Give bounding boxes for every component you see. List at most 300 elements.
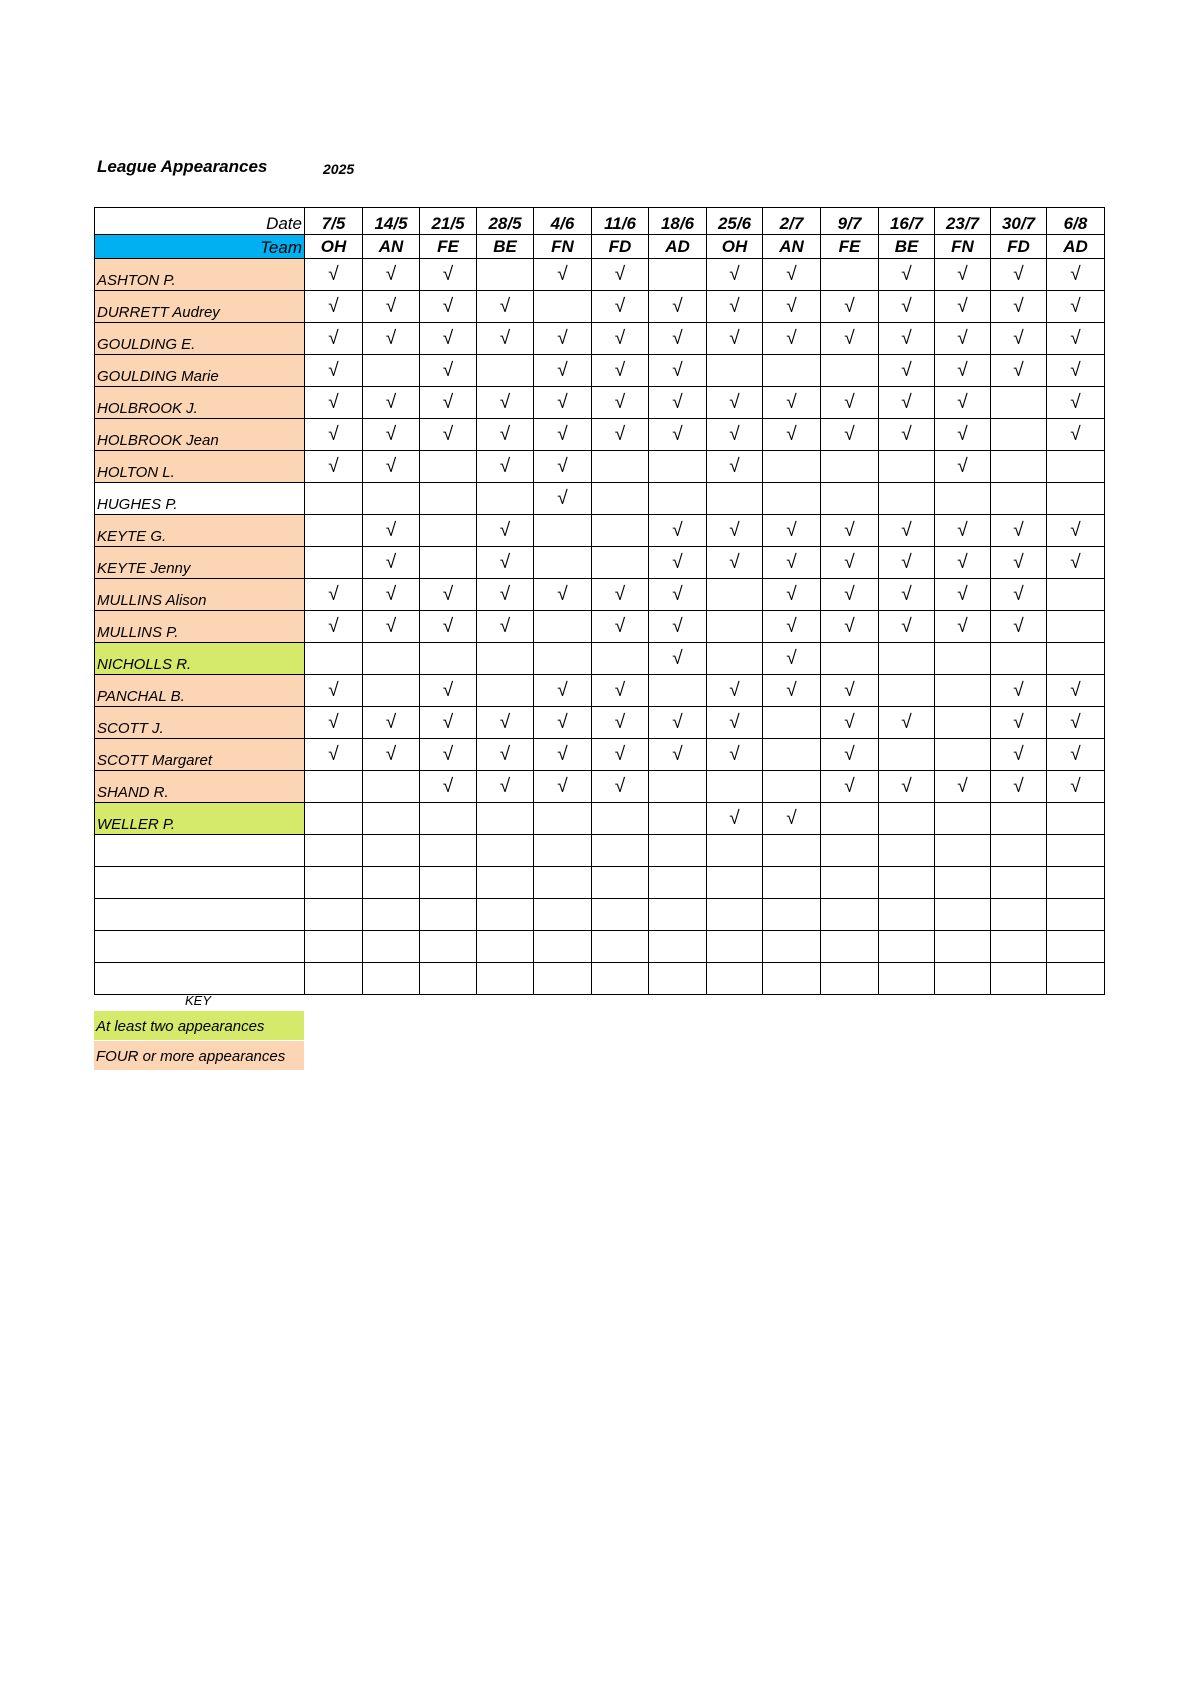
date-header: 9/7 <box>821 208 879 235</box>
empty-cell <box>534 899 592 931</box>
empty-cell <box>592 867 649 899</box>
check-mark: √ <box>1047 739 1105 771</box>
team-header-row <box>95 235 1105 259</box>
check-mark: √ <box>649 579 707 611</box>
check-mark: √ <box>363 707 420 739</box>
table-row <box>95 707 1105 739</box>
empty-cell <box>707 835 763 867</box>
check-mark: √ <box>879 259 935 291</box>
player-name: HOLTON L. <box>95 451 305 483</box>
team-header: FN <box>534 235 592 259</box>
date-header: 18/6 <box>649 208 707 235</box>
empty-cell <box>935 643 991 675</box>
empty-cell <box>477 931 534 963</box>
empty-cell <box>707 643 763 675</box>
check-mark: √ <box>420 675 477 707</box>
check-mark: √ <box>649 611 707 643</box>
check-mark: √ <box>420 323 477 355</box>
empty-cell <box>763 835 821 867</box>
empty-cell <box>649 931 707 963</box>
team-header: FE <box>420 235 477 259</box>
empty-cell <box>879 899 935 931</box>
empty-cell <box>991 643 1047 675</box>
check-mark: √ <box>707 515 763 547</box>
empty-cell <box>1047 835 1105 867</box>
check-mark: √ <box>935 771 991 803</box>
check-mark: √ <box>1047 675 1105 707</box>
check-mark: √ <box>1047 291 1105 323</box>
player-name: PANCHAL B. <box>95 675 305 707</box>
empty-cell <box>991 483 1047 515</box>
empty-cell <box>477 259 534 291</box>
check-mark: √ <box>821 611 879 643</box>
empty-cell <box>649 483 707 515</box>
empty-cell <box>592 451 649 483</box>
empty-cell <box>420 451 477 483</box>
empty-cell <box>821 483 879 515</box>
empty-cell <box>592 899 649 931</box>
check-mark: √ <box>707 291 763 323</box>
team-header: FD <box>592 235 649 259</box>
player-name: HOLBROOK Jean <box>95 419 305 451</box>
check-mark: √ <box>821 387 879 419</box>
empty-cell <box>95 835 305 867</box>
check-mark: √ <box>363 515 420 547</box>
empty-cell <box>821 963 879 995</box>
player-name: HUGHES P. <box>95 483 305 515</box>
check-mark: √ <box>1047 387 1105 419</box>
check-mark: √ <box>763 259 821 291</box>
check-mark: √ <box>763 547 821 579</box>
empty-cell <box>363 771 420 803</box>
table-row <box>95 611 1105 643</box>
check-mark: √ <box>592 291 649 323</box>
check-mark: √ <box>305 355 363 387</box>
check-mark: √ <box>707 547 763 579</box>
check-mark: √ <box>592 611 649 643</box>
table-row <box>95 259 1105 291</box>
check-mark: √ <box>991 515 1047 547</box>
check-mark: √ <box>420 579 477 611</box>
check-mark: √ <box>763 419 821 451</box>
check-mark: √ <box>477 515 534 547</box>
empty-cell <box>649 451 707 483</box>
check-mark: √ <box>707 259 763 291</box>
check-mark: √ <box>592 323 649 355</box>
check-mark: √ <box>592 579 649 611</box>
check-mark: √ <box>991 739 1047 771</box>
empty-cell <box>707 771 763 803</box>
empty-cell <box>707 355 763 387</box>
empty-cell <box>534 547 592 579</box>
check-mark: √ <box>534 419 592 451</box>
check-mark: √ <box>420 259 477 291</box>
empty-cell <box>534 867 592 899</box>
check-mark: √ <box>991 579 1047 611</box>
empty-cell <box>305 483 363 515</box>
team-header: FN <box>935 235 991 259</box>
page-title: League Appearances <box>97 157 268 176</box>
key-four-appearances: FOUR or more appearances <box>94 1041 304 1070</box>
check-mark: √ <box>935 547 991 579</box>
check-mark: √ <box>879 771 935 803</box>
player-name: KEYTE G. <box>95 515 305 547</box>
check-mark: √ <box>305 259 363 291</box>
table-row <box>95 355 1105 387</box>
check-mark: √ <box>935 387 991 419</box>
empty-cell <box>935 931 991 963</box>
empty-cell <box>1047 451 1105 483</box>
empty-cell <box>991 963 1047 995</box>
table-row <box>95 451 1105 483</box>
check-mark: √ <box>991 291 1047 323</box>
empty-cell <box>420 803 477 835</box>
player-name: GOULDING Marie <box>95 355 305 387</box>
empty-cell <box>420 835 477 867</box>
check-mark: √ <box>879 323 935 355</box>
key-label: KEY <box>185 993 212 1008</box>
check-mark: √ <box>363 387 420 419</box>
check-mark: √ <box>707 739 763 771</box>
table-row <box>95 835 1105 867</box>
empty-cell <box>95 867 305 899</box>
check-mark: √ <box>592 387 649 419</box>
empty-cell <box>592 643 649 675</box>
check-mark: √ <box>649 707 707 739</box>
check-mark: √ <box>534 707 592 739</box>
date-header: 30/7 <box>991 208 1047 235</box>
check-mark: √ <box>649 387 707 419</box>
empty-cell <box>363 803 420 835</box>
empty-cell <box>1047 803 1105 835</box>
empty-cell <box>763 707 821 739</box>
check-mark: √ <box>879 515 935 547</box>
key-two-appearances: At least two appearances <box>94 1011 304 1040</box>
empty-cell <box>305 771 363 803</box>
check-mark: √ <box>879 611 935 643</box>
empty-cell <box>1047 963 1105 995</box>
empty-cell <box>821 867 879 899</box>
empty-cell <box>363 867 420 899</box>
date-header: 14/5 <box>363 208 420 235</box>
empty-cell <box>821 835 879 867</box>
empty-cell <box>363 835 420 867</box>
check-mark: √ <box>879 291 935 323</box>
table-row <box>95 963 1105 995</box>
check-mark: √ <box>534 355 592 387</box>
check-mark: √ <box>477 707 534 739</box>
empty-cell <box>649 867 707 899</box>
date-header: 7/5 <box>305 208 363 235</box>
check-mark: √ <box>420 707 477 739</box>
empty-cell <box>363 899 420 931</box>
empty-cell <box>935 867 991 899</box>
check-mark: √ <box>420 387 477 419</box>
check-mark: √ <box>991 323 1047 355</box>
check-mark: √ <box>935 451 991 483</box>
player-name: GOULDING E. <box>95 323 305 355</box>
empty-cell <box>305 867 363 899</box>
check-mark: √ <box>305 739 363 771</box>
empty-cell <box>991 419 1047 451</box>
check-mark: √ <box>935 355 991 387</box>
check-mark: √ <box>821 323 879 355</box>
empty-cell <box>879 451 935 483</box>
empty-cell <box>991 867 1047 899</box>
player-name: WELLER P. <box>95 803 305 835</box>
check-mark: √ <box>534 579 592 611</box>
empty-cell <box>879 803 935 835</box>
empty-cell <box>477 803 534 835</box>
table-row <box>95 291 1105 323</box>
check-mark: √ <box>477 579 534 611</box>
empty-cell <box>305 547 363 579</box>
check-mark: √ <box>649 643 707 675</box>
empty-cell <box>534 963 592 995</box>
table-row <box>95 675 1105 707</box>
check-mark: √ <box>305 291 363 323</box>
empty-cell <box>592 931 649 963</box>
empty-cell <box>534 835 592 867</box>
check-mark: √ <box>991 707 1047 739</box>
player-name: HOLBROOK J. <box>95 387 305 419</box>
empty-cell <box>305 515 363 547</box>
date-header: 2/7 <box>763 208 821 235</box>
date-header: 16/7 <box>879 208 935 235</box>
team-header: FE <box>821 235 879 259</box>
empty-cell <box>935 899 991 931</box>
empty-cell <box>477 867 534 899</box>
team-header: BE <box>477 235 534 259</box>
check-mark: √ <box>763 387 821 419</box>
table-row <box>95 483 1105 515</box>
empty-cell <box>477 899 534 931</box>
empty-cell <box>707 963 763 995</box>
check-mark: √ <box>477 387 534 419</box>
check-mark: √ <box>1047 355 1105 387</box>
check-mark: √ <box>649 355 707 387</box>
table-row <box>95 387 1105 419</box>
empty-cell <box>592 963 649 995</box>
empty-cell <box>1047 899 1105 931</box>
empty-cell <box>821 451 879 483</box>
check-mark: √ <box>935 419 991 451</box>
empty-cell <box>363 931 420 963</box>
team-header: OH <box>707 235 763 259</box>
table-row <box>95 739 1105 771</box>
table-row <box>95 867 1105 899</box>
check-mark: √ <box>763 291 821 323</box>
empty-cell <box>420 483 477 515</box>
check-mark: √ <box>649 291 707 323</box>
check-mark: √ <box>1047 771 1105 803</box>
empty-cell <box>879 483 935 515</box>
check-mark: √ <box>763 579 821 611</box>
check-mark: √ <box>879 707 935 739</box>
empty-cell <box>879 643 935 675</box>
empty-cell <box>821 355 879 387</box>
empty-cell <box>879 867 935 899</box>
empty-cell <box>763 483 821 515</box>
empty-cell <box>763 867 821 899</box>
empty-cell <box>95 963 305 995</box>
team-header: BE <box>879 235 935 259</box>
empty-cell <box>420 867 477 899</box>
check-mark: √ <box>363 419 420 451</box>
check-mark: √ <box>935 515 991 547</box>
check-mark: √ <box>991 675 1047 707</box>
check-mark: √ <box>1047 515 1105 547</box>
empty-cell <box>935 483 991 515</box>
empty-cell <box>1047 483 1105 515</box>
check-mark: √ <box>420 419 477 451</box>
check-mark: √ <box>363 547 420 579</box>
check-mark: √ <box>305 419 363 451</box>
empty-cell <box>1047 867 1105 899</box>
empty-cell <box>935 803 991 835</box>
empty-cell <box>305 803 363 835</box>
check-mark: √ <box>592 355 649 387</box>
check-mark: √ <box>821 419 879 451</box>
empty-cell <box>649 835 707 867</box>
check-mark: √ <box>707 451 763 483</box>
player-name: MULLINS P. <box>95 611 305 643</box>
check-mark: √ <box>1047 259 1105 291</box>
check-mark: √ <box>420 771 477 803</box>
empty-cell <box>534 515 592 547</box>
empty-cell <box>707 899 763 931</box>
empty-cell <box>477 963 534 995</box>
check-mark: √ <box>1047 323 1105 355</box>
empty-cell <box>879 739 935 771</box>
team-label: Team <box>95 235 305 259</box>
check-mark: √ <box>821 771 879 803</box>
check-mark: √ <box>420 291 477 323</box>
empty-cell <box>935 739 991 771</box>
check-mark: √ <box>592 259 649 291</box>
check-mark: √ <box>534 387 592 419</box>
empty-cell <box>420 547 477 579</box>
check-mark: √ <box>879 355 935 387</box>
check-mark: √ <box>305 707 363 739</box>
check-mark: √ <box>477 323 534 355</box>
check-mark: √ <box>477 739 534 771</box>
check-mark: √ <box>935 259 991 291</box>
table-row <box>95 419 1105 451</box>
empty-cell <box>420 899 477 931</box>
check-mark: √ <box>649 515 707 547</box>
team-header: FD <box>991 235 1047 259</box>
empty-cell <box>534 803 592 835</box>
empty-cell <box>477 675 534 707</box>
empty-cell <box>763 963 821 995</box>
empty-cell <box>707 931 763 963</box>
check-mark: √ <box>477 547 534 579</box>
empty-cell <box>821 899 879 931</box>
empty-cell <box>935 675 991 707</box>
player-name: DURRETT Audrey <box>95 291 305 323</box>
check-mark: √ <box>305 675 363 707</box>
empty-cell <box>592 483 649 515</box>
check-mark: √ <box>763 323 821 355</box>
empty-cell <box>991 803 1047 835</box>
check-mark: √ <box>1047 707 1105 739</box>
check-mark: √ <box>477 291 534 323</box>
empty-cell <box>1047 579 1105 611</box>
team-header: AN <box>763 235 821 259</box>
empty-cell <box>363 355 420 387</box>
date-header: 21/5 <box>420 208 477 235</box>
table-row <box>95 771 1105 803</box>
check-mark: √ <box>821 547 879 579</box>
check-mark: √ <box>305 451 363 483</box>
check-mark: √ <box>649 419 707 451</box>
empty-cell <box>763 355 821 387</box>
check-mark: √ <box>305 323 363 355</box>
empty-cell <box>879 675 935 707</box>
player-name: MULLINS Alison <box>95 579 305 611</box>
empty-cell <box>477 643 534 675</box>
empty-cell <box>305 835 363 867</box>
check-mark: √ <box>763 611 821 643</box>
empty-cell <box>821 259 879 291</box>
empty-cell <box>649 675 707 707</box>
player-name: KEYTE Jenny <box>95 547 305 579</box>
empty-cell <box>935 707 991 739</box>
empty-cell <box>363 483 420 515</box>
check-mark: √ <box>879 579 935 611</box>
check-mark: √ <box>477 771 534 803</box>
check-mark: √ <box>592 771 649 803</box>
empty-cell <box>763 739 821 771</box>
empty-cell <box>1047 643 1105 675</box>
date-header-row <box>95 208 1105 235</box>
check-mark: √ <box>363 291 420 323</box>
empty-cell <box>420 515 477 547</box>
check-mark: √ <box>763 803 821 835</box>
empty-cell <box>592 547 649 579</box>
check-mark: √ <box>305 579 363 611</box>
empty-cell <box>592 515 649 547</box>
player-name: SCOTT J. <box>95 707 305 739</box>
check-mark: √ <box>707 419 763 451</box>
empty-cell <box>879 931 935 963</box>
empty-cell <box>821 931 879 963</box>
date-header: 25/6 <box>707 208 763 235</box>
empty-cell <box>477 483 534 515</box>
check-mark: √ <box>592 419 649 451</box>
check-mark: √ <box>592 707 649 739</box>
empty-cell <box>649 899 707 931</box>
check-mark: √ <box>879 387 935 419</box>
empty-cell <box>821 803 879 835</box>
check-mark: √ <box>707 803 763 835</box>
empty-cell <box>534 611 592 643</box>
check-mark: √ <box>821 515 879 547</box>
empty-cell <box>821 643 879 675</box>
check-mark: √ <box>707 707 763 739</box>
empty-cell <box>991 899 1047 931</box>
check-mark: √ <box>477 611 534 643</box>
check-mark: √ <box>534 483 592 515</box>
player-name: SCOTT Margaret <box>95 739 305 771</box>
empty-cell <box>1047 931 1105 963</box>
empty-cell <box>477 355 534 387</box>
check-mark: √ <box>821 739 879 771</box>
check-mark: √ <box>763 675 821 707</box>
check-mark: √ <box>879 419 935 451</box>
table-row <box>95 899 1105 931</box>
